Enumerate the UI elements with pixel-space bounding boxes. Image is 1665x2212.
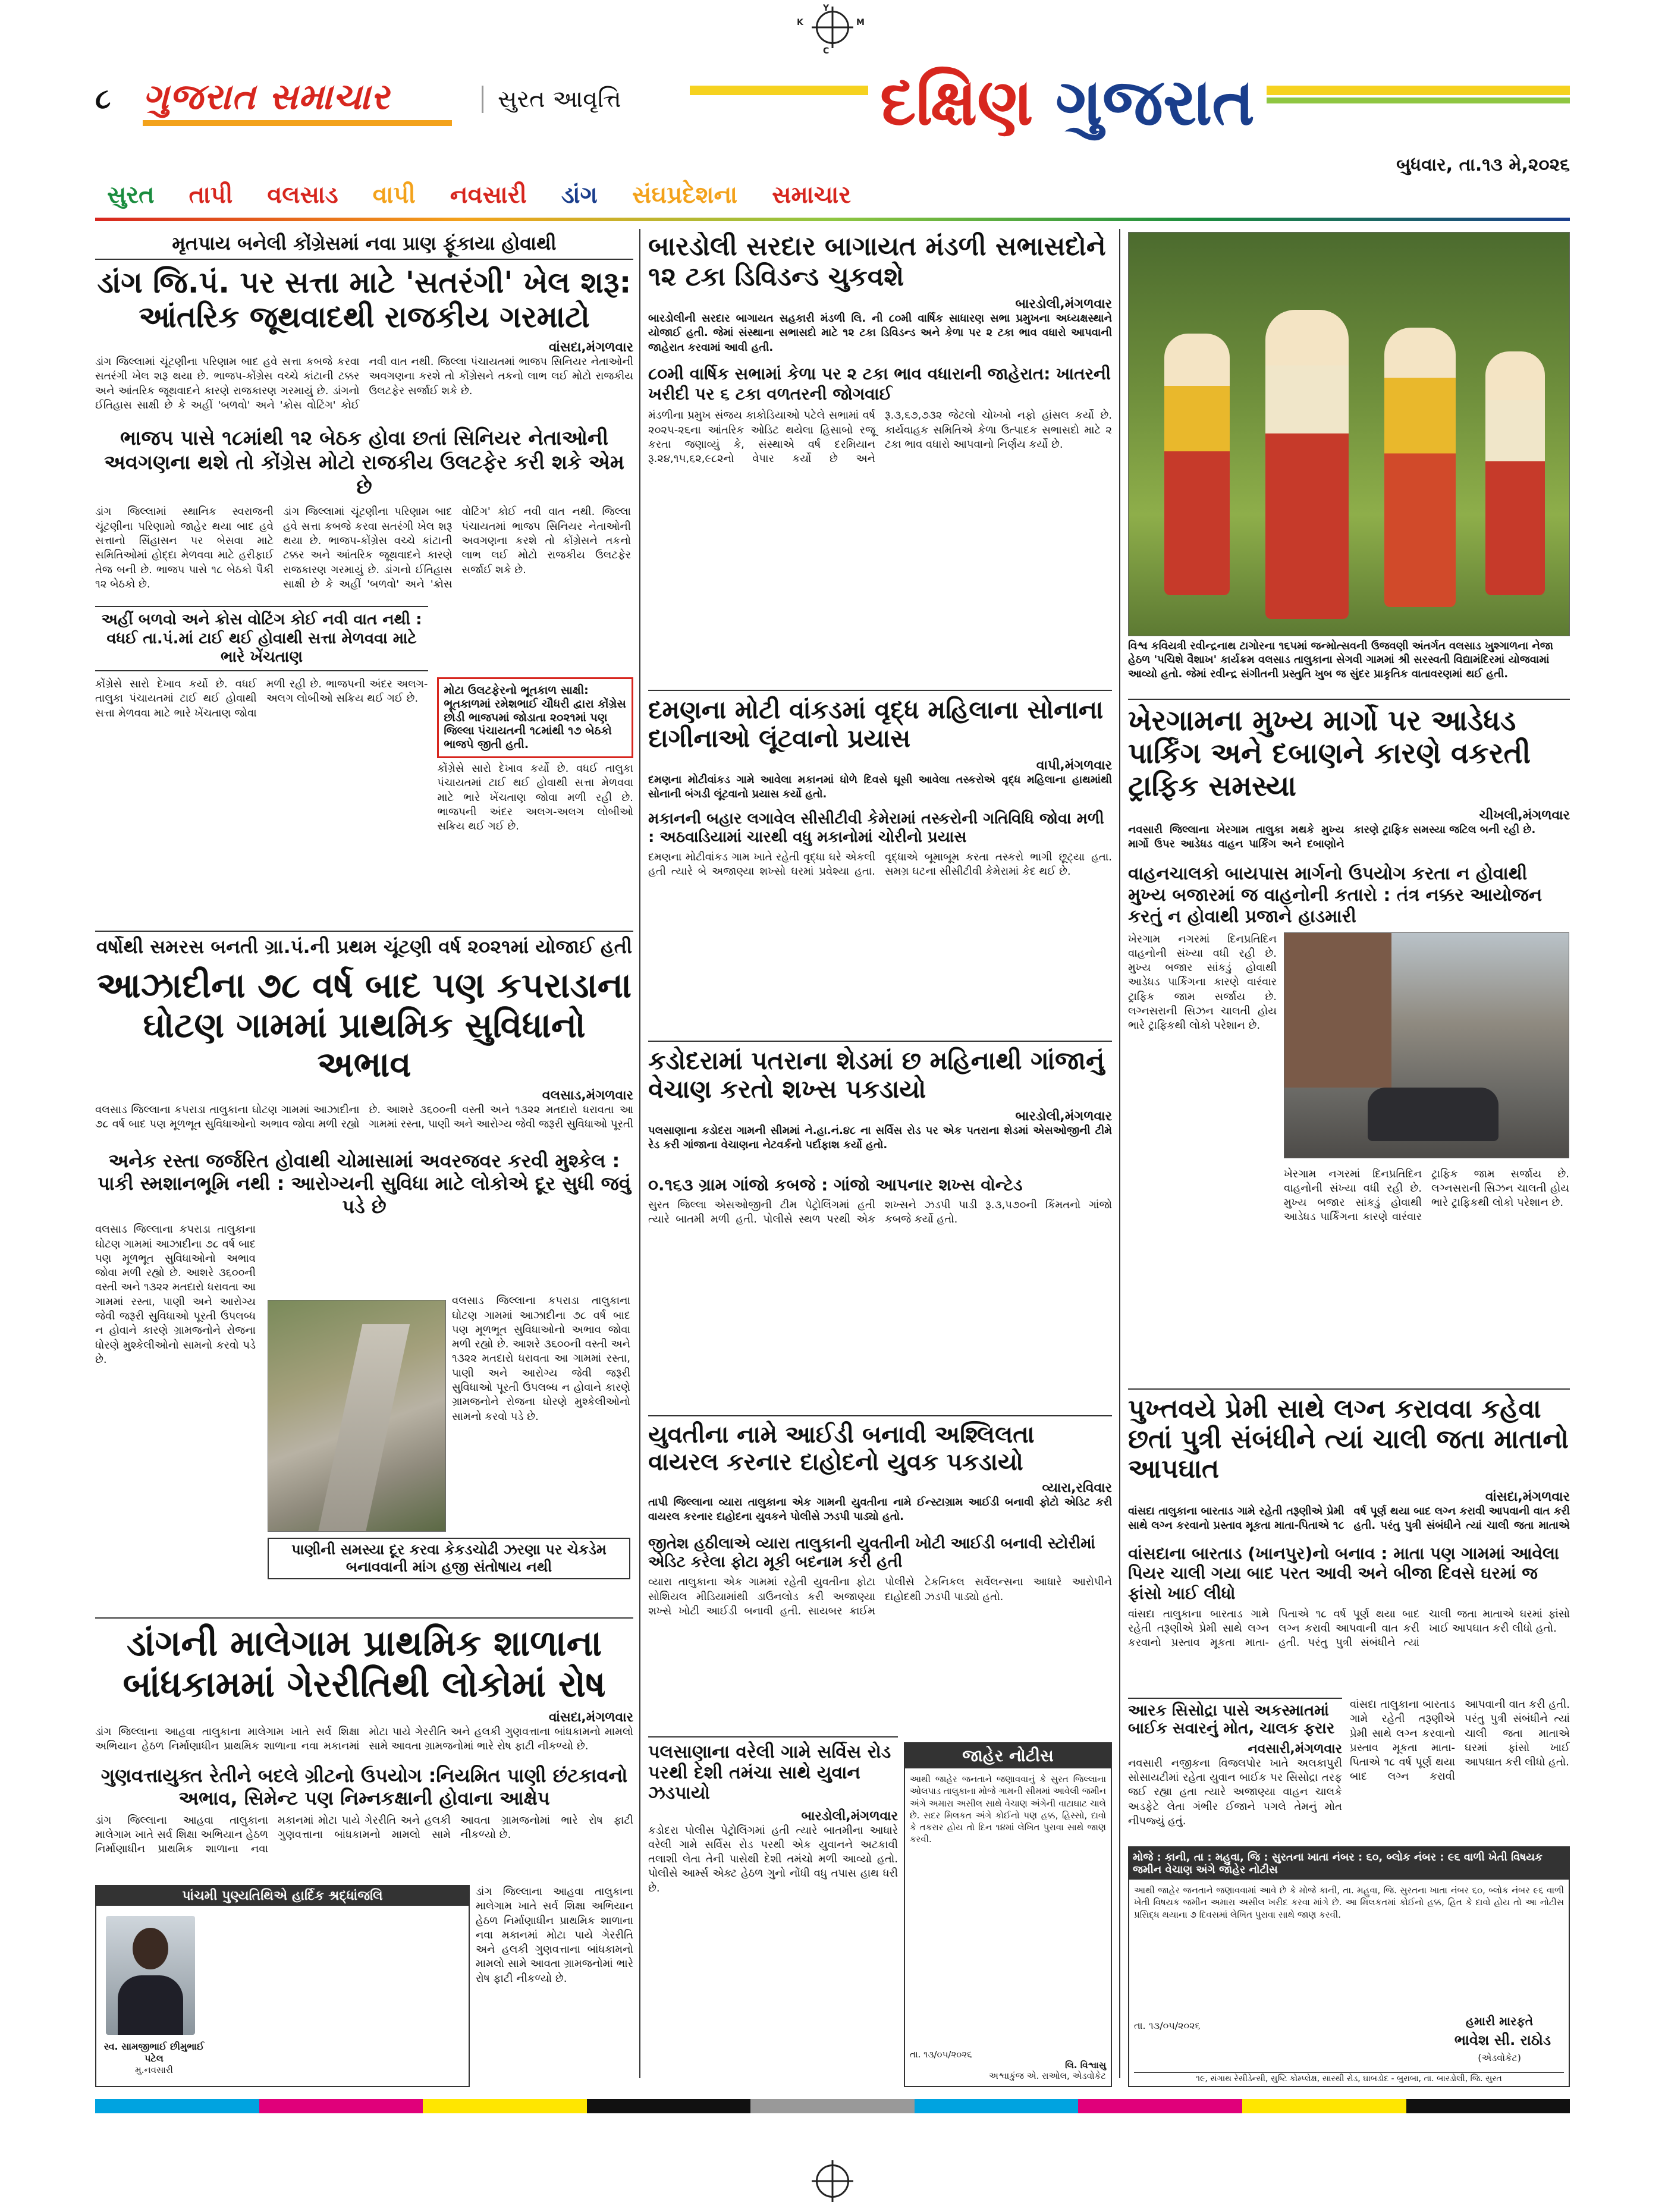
article-body-continued: વાંસદા તાલુકાના બારતાડ ગામે રહેતી તરૂણીએ પ્રેમી સાથે લગ્ન કરવાનો પ્રસ્તાવ મૂકતા માતા-પિતાએ ૧૮ વર્ષ પૂર્ણ થયા બાદ લગ્ન કરાવી આપવાની વાત કરી હતી. પરંતુ પુત્રી સંબંધીને ત્યાં ચાલી જતા માતાએ ઘરમાં ફાંસો ખાઈ આપઘાત કરી લીધો હતો.: [1350, 1698, 1570, 1783]
lead: વાંસદા તાલુકાના બારતાડ ગામે રહેતી તરૂણીએ પ્રેમી સાથે લગ્ન કરવાનો પ્રસ્તાવ મૂકતા માતા-પિતાએ ૧૮ વર્ષ પૂર્ણ થયા બાદ લગ્ન કરાવી આપવાની વાત કરી હતી. પરંતુ પુત્રી સંબંધીને ત્યાં ચાલી જતા માતાએ: [1128, 1504, 1570, 1532]
article-body-2-wrap: [95, 505, 633, 600]
subhead-2: અહીં બળવો અને ક્રોસ વોટિંગ કોઈ નવી વાત નથી : વધઈ તા.પં.માં ટાઈ થઈ હોવાથી સત્તા મેળવવા માટે ભારે ખેંચતાણ: [95, 606, 428, 671]
article-body: કડોદરા પોલીસ પેટ્રોલિંગમાં હતી ત્યારે બાતમીના આધારે વરેલી ગામે સર્વિસ રોડ પરથી એક યુવાનને અટકાવી તલાશી લેતા તેની પાસેથી દેશી તમંચો મળી આવ્યો હતો. પોલીસે આર્મ્સ એક્ટ હેઠળ ગુનો નોંધી વધુ તપાસ હાથ ધરી છે.: [648, 1824, 898, 1894]
lead: બારડોલીની સરદાર બાગાયત સહકારી મંડળી લિ. ની ૮૦મી વાર્ષિક સાધારણ સભા પ્રમુખના અધ્યક્ષસ્થાને યોજાઈ હતી. જેમાં સંસ્થાના સભાસદો માટે ૧૨ ટકા ડિવિડન્ડ અને કેળા પર ૨ ટકા ભાવ વધારો આપવાની જાહેરાત કરવામાં આવી હતી.: [648, 312, 1112, 354]
nav-tapi[interactable]: તાપી: [189, 181, 233, 209]
article-body-left: વલસાડ જિલ્લાના કપરાડા તાલુકાના ઘોટણ ગામમાં આઝાદીના ૭૮ વર્ષ બાદ પણ મૂળભૂત સુવિધાઓનો અભાવ જોવા મળી રહ્યો છે. આશરે ૩૬૦૦ની વસ્તી અને ૧૩૨૨ મતદારો ધરાવતા આ ગામમાં રસ્તા, પાણી અને આરોગ્ય જેવી જરૂરી સુવિધાઓ પૂરતી ઉપલબ્ધ ન હોવાને કારણે ગ્રામજનોને રોજના ધોરણે મુશ્કેલીઓનો સામનો કરવો પડે છે.: [95, 1223, 256, 1366]
nav-navsari[interactable]: નવસારી: [450, 181, 527, 209]
dateline: બારડોલી,મંગળવાર: [801, 1808, 898, 1824]
dateline: વાંસદા,મંગળવાર: [548, 1710, 633, 1725]
swatch-black-2: [1406, 2099, 1570, 2113]
article-yuvati: [648, 1415, 1112, 1730]
article-body: મંડળીના પ્રમુખ સંજય કાકોડિયાઓ પટેલે સભામાં વર્ષ ૨૦૨૫-૨૬ના આંતરિક ઓડિટ થયેલા હિસાબો રજૂ કરતા જણાવ્યું કે, સંસ્થાએ વર્ષ દરમિયાન રૂ.૨૪,૧૫,૬૨,૯૮૨નો વેપાર કર્યો છે અને રૂ.૩,૬૭,૭૩૨ જેટલો ચોખ્ખો નફો હાંસલ કર્યો છે. કાર્યવાહક સમિતિએ કેળા ઉત્પાદક સભાસદો માટે ૨ ટકા ભાવ વધારો આપવાનો નિર્ણય કર્યો છે.: [648, 409, 1112, 466]
headline: ડાંગ જિ.પં. પર સત્તા માટે 'સતરંગી' ખેલ શરૂ: આંતરિક જૂથવાદથી રાજકીય ગરમાટો: [97, 265, 632, 334]
portrait-head: [133, 1928, 168, 1969]
dateline: વ્યારા,રવિવાર: [1042, 1481, 1112, 1495]
registration-mark-bottom: [816, 2164, 849, 2198]
nav-surat[interactable]: સુરત: [107, 181, 155, 209]
article-body-right: વલસાડ જિલ્લાના કપરાડા તાલુકાના ઘોટણ ગામમાં આઝાદીના ૭૮ વર્ષ બાદ પણ મૂળભૂત સુવિધાઓનો અભાવ જોવા મળી રહ્યો છે. આશરે ૩૬૦૦ની વસ્તી અને ૧૩૨૨ મતદારો ધરાવતા આ ગામમાં રસ્તા, પાણી અને આરોગ્ય જેવી જરૂરી સુવિધાઓ પૂરતી ઉપલબ્ધ ન હોવાને કારણે ગ્રામજનોને રોજના ધોરણે મુશ્કેલીઓનો સામનો કરવો પડે છે.: [452, 1294, 630, 1423]
photo-caption: પાણીની સમસ્યા દૂર કરવા કેકડચોઢી ઝરણા પર ચેકડેમ બનાવવાની માંગ હજી સંતોષાય નથી: [268, 1538, 630, 1579]
tribute-place: મુ.નવસારી: [135, 2065, 173, 2075]
issue-date: બુધવાર, તા.૧૩ મે,૨૦૨૬: [1396, 155, 1570, 175]
car: [1368, 1088, 1498, 1141]
swatch-cyan-2: [915, 2099, 1079, 2113]
dateline: વલસાડ,મંગળવાર: [542, 1088, 633, 1104]
dancer-2: [1265, 310, 1349, 619]
dancer-3: [1384, 328, 1456, 607]
section-title-dakshin: દક્ષિણ: [880, 65, 1033, 140]
column-filler: [476, 1885, 633, 2087]
swatch-magenta-2: [1078, 2099, 1242, 2113]
lead: નવસારી જિલ્લાના ખેરગામ તાલુકા મથકે મુખ્ય માર્ગો ઉપર આડેધડ વાહન પાર્કિંગ અને દબાણોને કારણે ટ્રાફિક સમસ્યા જટિલ બની રહી છે.: [1128, 823, 1536, 850]
article-body-3: કોંગ્રેસે સારો દેખાવ કર્યો છે. વધઈ તાલુકા પંચાયતમાં ટાઈ થઈ હોવાથી સત્તા મેળવવા માટે ભારે ખેંચતાણ જોવા મળી રહી છે. ભાજપની અંદર અલગ-અલગ લોબીઓ સક્રિય થઈ ગઈ છે.: [95, 677, 428, 719]
column-rule-2: [1119, 229, 1120, 2078]
public-notice-role: (એડવોકેટ): [1478, 2052, 1521, 2063]
dateline: વાપી,મંગળવાર: [1036, 758, 1112, 773]
notice-footer: [910, 2049, 1106, 2081]
dance-photo-caption: વિશ્વ કવિયત્રી રવીન્દ્રનાથ ટાગોરના ૧૬૫માં જન્મોત્સવની ઉજવણી અંતર્ગત વલસાડ ખુશ્ગાળના નેજા હેઠળ 'પચિશે વૈશાખ' કાર્યક્રમ વલસાડ તાલુકાના સેગવી ગામમાં શ્રી સરસ્વતી વિદ્યામંદિરમાં યોજવામાં આવ્યો હતો. જેમાં રવીન્દ્ર સંગીતની પ્રસ્તુતિ ખુબ જ સુંદર પ્રાકૃતિક વાતાવરણમાં થઈ હતી.: [1128, 639, 1570, 693]
article-body: વાંસદા તાલુકાના બારતાડ ગામે રહેતી તરૂણીએ પ્રેમી સાથે લગ્ન કરવાનો પ્રસ્તાવ મૂકતા માતા-પિતાએ ૧૮ વર્ષ પૂર્ણ થયા બાદ લગ્ન કરાવી આપવાની વાત કરી હતી. પરંતુ પુત્રી સંબંધીને ત્યાં ચાલી જતા માતાએ ઘરમાં ફાંસો ખાઈ આપઘાત કરી લીધો હતો.: [1128, 1607, 1570, 1649]
headline: યુવતીના નામે આઈડી બનાવી અશ્લિલતા વાયરલ કરનાર દાહોદનો યુવક પકડાયો: [648, 1421, 1035, 1476]
nav-divider: [95, 218, 1570, 221]
public-notice-address: ૧૯, સંગાથ રેસીડેન્સી, સુષ્ટિ કોમ્પ્લેક્ષ, સારથી રોડ, ઘાબડોદ - બુરાબા, તા. બારડોલી, જિ. સુરત: [1134, 2072, 1564, 2084]
article-kodadara: [648, 1041, 1112, 1409]
dancer-1: [1164, 334, 1230, 595]
public-notice: [1128, 1846, 1570, 2087]
swatch-yellow: [423, 2099, 587, 2113]
article-bardoli: [648, 232, 1112, 684]
article-body-2: ડાંગ જિલ્લાના આહવા તાલુકાના માલેગામ ખાતે સર્વ શિક્ષા અભિયાન હેઠળ નિર્માણાધીન પ્રાથમિક શાળાના નવા મકાનમાં મોટા પાયે ગેરરીતિ અને હલકી ગુણવત્તાના બાંધકામનો મામલો સામે આવતા ગ્રામજનોમાં ભારે રોષ ફાટી નીકળ્યો છે.: [95, 1814, 633, 1856]
swatch-cyan: [95, 2099, 259, 2113]
kicker: વર્ષોથી સમરસ બનતી ગ્રા.પં.ની પ્રથમ ચૂંટણી વર્ષ ૨૦૨૧માં યોજાઈ હતી: [96, 935, 633, 958]
headline: ડાંગની માલેગામ પ્રાથમિક શાળાના બાંધકામમાં ગેરરીતિથી લોકોમાં રોષ: [122, 1623, 606, 1705]
swatch-black: [587, 2099, 751, 2113]
dateline: વાંસદા,મંગળવાર: [1485, 1489, 1570, 1504]
subhead: અનેક રસ્તા જર્જરિત હોવાથી ચોમાસામાં અવરજવર કરવી મુશ્કેલ : પાકી સ્મશાનભૂમિ નથી : આરોગ્યની સુવિધા માટે લોકોએ દૂર સુધી જવું પડે છે: [98, 1149, 631, 1218]
lead: પલસાણાના કડોદરા ગામની સીમમાં ને.હા.નં.૪૮ ના સર્વિસ રોડ પર એક પતરાના શેડમાં એસઓજીની ટીમે રેડ કરી ગાંજાના વેચાણના નેટવર્કનો પર્દાફાશ કર્યો હતો.: [648, 1124, 1112, 1151]
article-body-2b: ડાંગ જિલ્લામાં ચૂંટણીના પરિણામ બાદ હવે સત્તા કબજે કરવા સતરંગી ખેલ શરૂ થયા છે. ભાજપ-કોંગ્રેસ વચ્ચે કાંટાની ટક્કર અને આંતરિક જૂથવાદને કારણે રાજકારણ ગરમાયું છે. ડાંગનો ઈતિહાસ સાક્ષી છે કે અહીં 'બળવો' અને 'ક્રોસ વોટિંગ' કોઈ નવી વાત નથી. જિલ્લા પંચાયતમાં ભાજપ સિનિયર નેતાઓની અવગણના કરશે તો કોંગ્રેસને તકનો લાભ લઈ મોટો રાજકીય ઉલટફેર સર્જાઈ શકે છે.: [283, 505, 631, 590]
nav-dang[interactable]: ડાંગ: [561, 181, 598, 209]
dance-photo: [1128, 232, 1570, 636]
road-photo: [268, 1300, 446, 1532]
article-body-right: ખેરગામ નગરમાં દિનપ્રતિદિન વાહનોની સંખ્યા વધી રહી છે. મુખ્ય બજાર સાંકડું હોવાથી આડેધડ પાર્કિંગના કારણે વારંવાર ટ્રાફિક જામ સર્જાય છે. લગ્નસરાની સિઝન ચાલતી હોય ભારે ટ્રાફિકથી લોકો પરેશાન છે.: [1284, 1167, 1569, 1224]
masthead: [95, 65, 1570, 178]
notice-advocate: અશ્વાકુંજ એ. રાઓલ, એડવોકેટ: [989, 2070, 1106, 2081]
cmyk-letter-c: C: [823, 46, 830, 56]
swatch-gray: [750, 2099, 915, 2113]
tribute-title: પાંચમી પુણ્યતિથિએ હાર્દિક શ્રદ્ધાંજલિ: [96, 1886, 469, 1906]
cmyk-letter-k: K: [797, 18, 803, 27]
subhead: ભાજપ પાસે ૧૮માંથી ૧૨ બેઠક હોવા છતાં સિનિયર નેતાઓની અવગણના થશે તો કોંગ્રેસ મોટો રાજકીય ઉલટફેર કરી શકે એમ છે: [104, 426, 624, 499]
article-body: દમણના મોટીવાંકડ ગામ ખાતે રહેતી વૃદ્ધા ઘરે એકલી હતી ત્યારે બે અજાણ્યા શખ્સો ઘરમાં પ્રવેશ્યા હતા. વૃદ્ધાએ બૂમાબૂમ કરતા તસ્કરો ભાગી છૂટ્યા હતા. સમગ્ર ઘટના સીસીટીવી કેમેરામાં કેદ થઈ છે.: [648, 850, 1112, 878]
edition-label: સુરત આવૃત્તિ: [482, 86, 621, 113]
road-stripe: [317, 1324, 410, 1532]
article-dang-politics: [95, 232, 633, 928]
swatch-magenta: [259, 2099, 423, 2113]
boxed-quote: મોટા ઉલટફેરનો ભૂતકાળ સાક્ષી: ભૂતકાળમાં રમેશભાઈ ચૌધરી દ્વારા કોંગ્રેસ છોડી ભાજપમાં જોડાતા ૨૦૨૧માં પણ જિલ્લા પંચાયતની ૧૮માંથી ૧૭ બેઠકો ભાજપે જીતી હતી.: [437, 677, 633, 758]
article-palsana: [648, 1736, 898, 2087]
subhead: ૮૦મી વાર્ષિક સભામાં કેળા પર ૨ ટકા ભાવ વધારાની જાહેરાત: ખાતરની ખરીદી પર ૬ ટકા વળતરની જોગવાઈ: [648, 364, 1111, 404]
headline: પલસાણાના વરેલી ગામે સર્વિસ રોડ પરથી દેશી તમંચા સાથે યુવાન ઝડપાયો: [648, 1742, 891, 1803]
nav-sanghpradesh[interactable]: સંઘપ્રદેશના: [632, 181, 738, 209]
nav-samachar[interactable]: સમાચાર: [772, 181, 852, 209]
subhead: વાહનચાલકો બાયપાસ માર્ગનો ઉપયોગ કરતા ન હોવાથી મુખ્ય બજારમાં જ વાહનોની કતારો : તંત્ર નક્કર આયોજન કરતું ન હોવાથી પ્રજાને હાડમારી: [1128, 863, 1543, 927]
article-body: સુરત જિલ્લા એસઓજીની ટીમ પેટ્રોલિંગમાં હતી ત્યારે બાતમી મળી હતી. પોલીસે સ્થળ પરથી એક શખ્સને ઝડપી પાડી રૂ.૩,૫૭૦ની કિંમતનો ગાંજો કબજે કર્યો હતો.: [648, 1199, 1112, 1226]
article-malegam: [95, 1617, 633, 1879]
headline: દમણના મોટી વાંકડમાં વૃદ્ધ મહિલાના સોનાના દાગીનાઓ લૂંટવાનો પ્રયાસ: [648, 695, 1104, 753]
khergam-lower: [1128, 932, 1570, 1360]
subhead: ૦.૧૬૩ ગ્રામ ગાંજો કબજે : ગાંજો આપનાર શખ્સ વોન્ટેડ: [648, 1174, 1023, 1195]
lead: તાપી જિલ્લાના વ્યારા તાલુકાના એક ગામની યુવતીના નામે ઈન્સ્ટાગ્રામ આઈડી બનાવી ફોટો એડિટ કરી વાયરલ કરનાર દાહોદના યુવકને પોલીસે ઝડપી પાડ્યો હતો.: [648, 1496, 1112, 1523]
nav-vapi[interactable]: વાપી: [372, 181, 416, 209]
dateline: બારડોલી,મંગળવાર: [1015, 1108, 1112, 1124]
jaherat-notice: [904, 1742, 1112, 2087]
article-body-2: ડાંગ જિલ્લામાં સ્થાનિક સ્વરાજની ચૂંટણીના પરિણામો જાહેર થયા બાદ હવે સત્તાનો સિંહાસન પર બેસવા માટે સમિતિઓમાં હોદ્દા મેળવવા માટે હરીફાઈ તેજ બની છે. ભાજપ પાસે ૧૮ બેઠકો પૈકી ૧૨ બેઠકો છે.: [95, 505, 274, 590]
cmyk-letter-m: M: [856, 18, 865, 27]
dateline: નવસારી,મંગળવાર: [1248, 1741, 1342, 1757]
article-body: ડાંગ જિલ્લાના આહવા તાલુકાના માલેગામ ખાતે સર્વ શિક્ષા અભિયાન હેઠળ નિર્માણાધીન પ્રાથમિક શાળાના નવા મકાનમાં મોટા પાયે ગેરરીતિ અને હલકી ગુણવત્તાના બાંધકામનો મામલો સામે આવતા ગ્રામજનોમાં ભારે રોષ ફાટી નીકળ્યો છે.: [95, 1726, 633, 1753]
article-accident: [1128, 1698, 1342, 1840]
dateline: વાંસદા,મંગળવાર: [548, 340, 633, 355]
notice-body: આથી જાહેર જનતાને જણાવવાનું કે સુરત જિલ્લાના ઓલપાડ તાલુકાના મોજે ગામની સીમમાં આવેલી જમીન અંગે અમારા અસીલ સાથે વેચાણ અંગેની વાટાઘાટ ચાલે છે. સદર મિલકત અંગે કોઈનો પણ હક્ક, હિસ્સો, દાવો કે તકરાર હોય તો દિન ૧૪માં લેખિત પુરાવા સાથે જાણ કરવી.: [910, 1774, 1106, 1845]
article-kaprada: [95, 931, 633, 1614]
color-calibration-bar: [95, 2099, 1570, 2113]
dateline: બારડોલી,મંગળવાર: [1015, 297, 1112, 312]
dateline: ચીખલી,મંગળવાર: [1479, 807, 1570, 823]
cmyk-letter-y: Y: [823, 4, 830, 13]
tribute-name: સ્વ. સામજીભાઈ છીમુભાઈ પટેલ: [103, 2041, 205, 2064]
notice-date: તા. ૧૩/૦૫/૨૦૨૬: [910, 2049, 972, 2060]
registration-mark-top: [816, 11, 849, 44]
article-body: વલસાડ જિલ્લાના કપરાડા તાલુકાના ઘોટણ ગામમાં આઝાદીના ૭૮ વર્ષ બાદ પણ મૂળભૂત સુવિધાઓનો અભાવ જોવા મળી રહ્યો છે. આશરે ૩૬૦૦ની વસ્તી અને ૧૩૨૨ મતદારો ધરાવતા આ ગામમાં રસ્તા, પાણી અને આરોગ્ય જેવી જરૂરી સુવિધાઓ પૂરતી: [95, 1104, 633, 1131]
public-notice-date: તા. ૧૩/૦૫/૨૦૨૬: [1134, 2020, 1201, 2031]
section-title: [868, 65, 1267, 141]
subhead: જીતેશ હઠીલાએ વ્યારા તાલુકાની યુવતીની ખોટી આઈડી બનાવી સ્ટોરીમાં એડિટ કરેલા ફોટા મૂકી બદનામ કરી હતી: [648, 1535, 1095, 1572]
dancer-4: [1485, 351, 1545, 595]
traffic-photo: [1284, 932, 1569, 1158]
public-notice-header: મોજે : કાની, તા : મહુવા, જિ : સુરતના ખાતા નંબર : ૬૦, બ્લોક નંબર : ૯૬ વાળી ખેતી વિષયક જમીન વેચાણ અંગે જાહેર નોટીસ: [1129, 1847, 1569, 1880]
article-khergam: [1128, 699, 1570, 1382]
side-body: કોંગ્રેસે સારો દેખાવ કર્યો છે. વધઈ તાલુકા પંચાયતમાં ટાઈ થઈ હોવાથી સત્તા મેળવવા માટે ભારે ખેંચતાણ જોવા મળી રહી છે. ભાજપની અંદર અલગ-અલગ લોબીઓ સક્રિય થઈ ગઈ છે.: [437, 762, 633, 833]
tribute-ad: [95, 1885, 470, 2087]
lead: દમણના મોટીવાંકડ ગામે આવેલા મકાનમાં ધોળે દિવસે ઘૂસી આવેલા તસ્કરોએ વૃદ્ધ મહિલાના હાથમાંથી સોનાની બંગડી લૂંટવાનો પ્રયાસ કર્યો હતો.: [648, 773, 1112, 800]
building: [1284, 933, 1391, 1088]
nav-valsad[interactable]: વલસાડ: [267, 181, 338, 209]
headline: આઝાદીના ૭૮ વર્ષ બાદ પણ કપરાડાના ઘોટણ ગામમાં પ્રાથમિક સુવિધાનો અભાવ: [96, 965, 632, 1085]
logo-underline: [143, 120, 452, 126]
article-body: નવસારી નજીકના વિજલપોર ખાતે અલકાપુરી સોસાયટીમાં રહેતા યુવાન બાઈક પર સિસોદ્રા તરફ જઈ રહ્યા હતા ત્યારે અજાણ્યા વાહન ચાલકે અડફેટે લેતા ગંભીર ઈજાને પગલે તેમનું મોત નીપજ્યું હતું.: [1128, 1757, 1342, 1827]
article-pushpa-continued: [1350, 1698, 1570, 1840]
tribute-portrait: [106, 1916, 195, 2035]
article-body: ડાંગ જિલ્લામાં ચૂંટણીના પરિણામ બાદ હવે સત્તા કબજે કરવા સતરંગી ખેલ શરૂ થયા છે. ભાજપ-કોંગ્રેસ વચ્ચે કાંટાની ટક્કર અને આંતરિક જૂથવાદને કારણે રાજકારણ ગરમાયું છે. ડાંગનો ઈતિહાસ સાક્ષી છે કે અહીં 'બળવો' અને 'ક્રોસ વોટિંગ' કોઈ નવી વાત નથી. જિલ્લા પંચાયતમાં ભાજપ સિનિયર નેતાઓની અવગણના કરશે તો કોંગ્રેસને તકનો લાભ લઈ મોટો રાજકીય ઉલટફેર સર્જાઈ શકે છે.: [95, 356, 633, 411]
headline: પુખ્તવયે પ્રેમી સાથે લગ્ન કરાવવા કહેવા છતાં પુત્રી સંબંધીને ત્યાં ચાલી જતા માતાનો આપઘાત: [1128, 1394, 1569, 1485]
subhead: વાંસદાના બારતાડ (ખાનપુર)નો બનાવ : માતા પણ ગામમાં આવેલા પિયર ચાલી ગયા બાદ પરત આવી અને બીજા દિવસે ઘરમાં જ ફાંસો ખાઈ લીધો: [1128, 1543, 1559, 1603]
public-notice-signoff: હમારી મારફતે: [1465, 2014, 1533, 2028]
article-body: વ્યારા તાલુકાના એક ગામમાં રહેતી યુવતીના ફોટા સોશિયલ મીડિયામાંથી ડાઉનલોડ કરી અજાણ્યા શખ્સે ખોટી આઈડી બનાવી હતી. સાયબર ક્રાઈમ પોલીસે ટેકનિકલ સર્વેલન્સના આધારે આરોપીને દાહોદથી ઝડપી પાડ્યો હતો.: [648, 1576, 1112, 1617]
district-nav: [95, 178, 1570, 212]
filler-body: ડાંગ જિલ્લાના આહવા તાલુકાના માલેગામ ખાતે સર્વ શિક્ષા અભિયાન હેઠળ નિર્માણાધીન પ્રાથમિક શાળાના નવા મકાનમાં મોટા પાયે ગેરરીતિ અને હલકી ગુણવત્તાના બાંધકામનો મામલો સામે આવતા ગ્રામજનોમાં ભારે રોષ ફાટી નીકળ્યો છે.: [476, 1886, 633, 1985]
article-damanna: [648, 690, 1112, 1035]
article-pushpa: [1128, 1388, 1570, 1692]
portrait-body: [118, 1975, 183, 2035]
section-title-gujarat: ગુજરાત: [1055, 65, 1255, 140]
swatch-yellow-2: [1242, 2099, 1406, 2113]
kicker: મૃતપાય બનેલી કોંગ્રેસમાં નવા પ્રાણ ફૂંકાયા હોવાથી: [95, 232, 633, 260]
subhead: ગુણવત્તાયુક્ત રેતીને બદલે ગ્રીટનો ઉપયોગ :નિયમિત પાણી છંટકાવનો અભાવ, સિમેન્ટ પણ નિમ્નકક્ષાની હોવાના આક્ષેપ: [100, 1764, 628, 1810]
headline: બારડોલી સરદાર બાગાયત મંડળી સભાસદોને ૧૨ ટકા ડિવિડન્ડ ચુકવશે: [648, 232, 1106, 292]
column-rule-1: [639, 229, 640, 2078]
notice-title: જાહેર નોટીસ: [905, 1743, 1111, 1768]
side-column: [437, 677, 633, 868]
public-notice-body: આથી જાહેર જનતાને જણાવવામાં આવે છે કે મોજે કાની, તા. મહુવા, જિ. સુરતના ખાતા નંબર ૬૦, બ્લોક નંબર ૯૬ વાળી ખેતી વિષયક જમીન અમારા અસીલ ખરીદ કરવા માંગે છે. આ મિલકતમાં કોઈનો હક્ક, હિત કે દાવો હોય તો આ નોટીસ પ્રસિદ્ધ થયાના ૭ દિવસમાં લેખિત પુરાવા સાથે જાણ કરવી.: [1134, 1885, 1564, 1920]
subhead: મકાનની બહાર લગાવેલ સીસીટીવી કેમેરામાં તસ્કરોની ગતિવિધિ જોવા મળી : અઠવાડિયામાં ચારથી વધુ મકાનોમાં ચોરીનો પ્રયાસ: [648, 809, 1104, 846]
notice-signatory: લિ. વિશ્વાસુ: [1065, 2060, 1106, 2070]
public-notice-name: ભાવેશ સી. રાઠોડ: [1454, 2032, 1551, 2048]
kaprada-lower: [95, 1223, 633, 1614]
page-number: ૮: [95, 82, 111, 115]
headline: કડોદરામાં પતરાના શેડમાં છ મહિનાથી ગાંજાનું વેચાણ કરતો શખ્સ પકડાયો: [648, 1046, 1105, 1104]
headline: આરક સિસોદ્રા પાસે અકસ્માતમાં બાઈક સવારનું મોત, ચાલક ફરાર: [1128, 1702, 1335, 1737]
article-body-3-wrap: [95, 677, 633, 868]
article-body-left: ખેરગામ નગરમાં દિનપ્રતિદિન વાહનોની સંખ્યા વધી રહી છે. મુખ્ય બજાર સાંકડું હોવાથી આડેધડ પાર્કિંગના કારણે વારંવાર ટ્રાફિક જામ સર્જાય છે. લગ્નસરાની સિઝન ચાલતી હોય ભારે ટ્રાફિકથી લોકો પરેશાન છે.: [1128, 932, 1277, 1032]
paper-logo: ગુજરાત સમાચાર: [143, 76, 390, 118]
headline: ખેરગામના મુખ્ય માર્ગો પર આડેધડ પાર્કિંગ અને દબાણને કારણે વકરતી ટ્રાફિક સમસ્યા: [1128, 704, 1531, 803]
